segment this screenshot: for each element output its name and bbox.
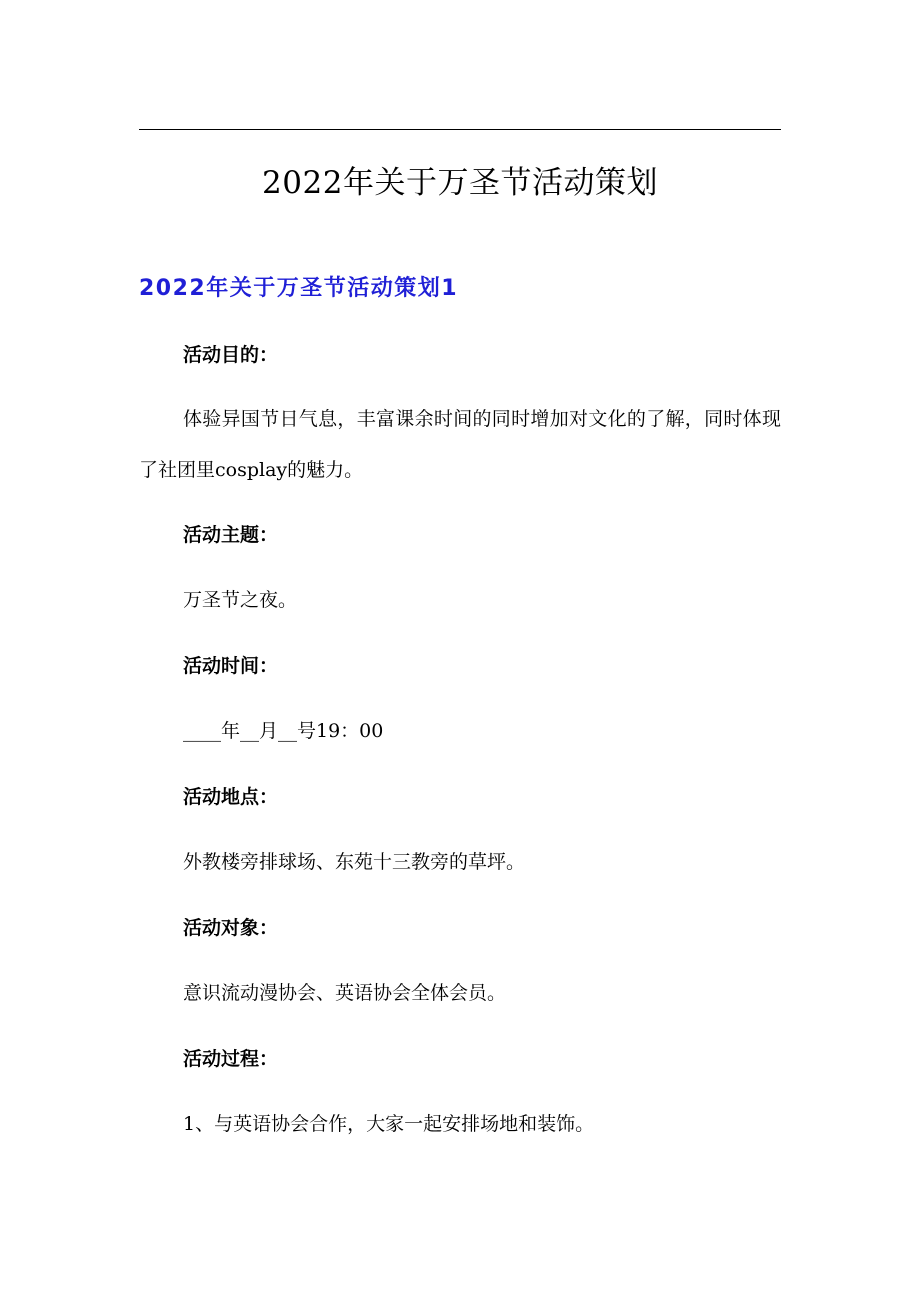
purpose-label: 活动目的： [183,344,279,366]
location-text: 外教楼旁排球场、东苑十三教旁的草坪。 [183,851,526,873]
theme-label: 活动主题： [183,524,279,546]
header-rule [139,129,781,130]
process-text: 1、与英语协会合作，大家一起安排场地和装饰。 [183,1113,595,1135]
section-heading: 2022年关于万圣节活动策划1 [139,276,459,301]
theme-text: 万圣节之夜。 [183,589,298,611]
purpose-text: 体验异国节日气息，丰富课余时间的同时增加对文化的了解，同时体现了社团里cosplay的魅力。 [139,408,781,481]
audience-label: 活动对象： [183,917,279,939]
audience-text: 意识流动漫协会、英语协会全体会员。 [183,982,507,1004]
process-label: 活动过程： [183,1048,279,1070]
location-label: 活动地点： [183,786,279,808]
time-text: ____年__月__号19：00 [183,720,384,742]
time-label: 活动时间： [183,655,279,677]
document-title: 2022年关于万圣节活动策划 [262,165,658,201]
